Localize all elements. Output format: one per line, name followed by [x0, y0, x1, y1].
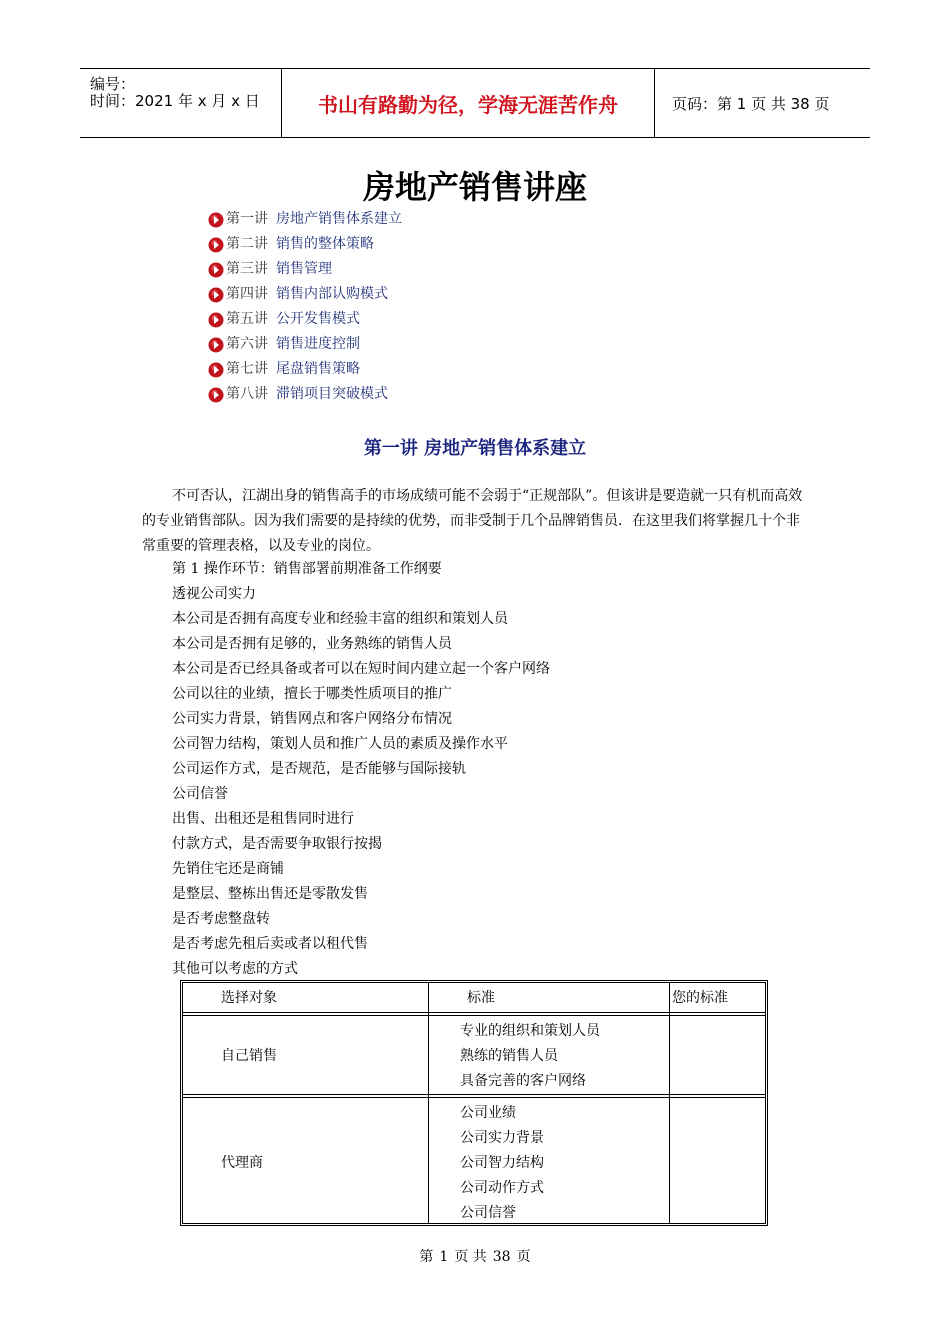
red-arrow-circle-icon [208, 212, 224, 228]
toc-item[interactable] [208, 207, 402, 232]
toc-item-topic[interactable]: 销售内部认购模式 [276, 286, 388, 302]
content-lines [172, 557, 550, 982]
footer-prefix: 第 [419, 1249, 434, 1265]
content-line: 公司实力背景，销售网点和客户网络分布情况 [172, 711, 452, 727]
table-standard-item: 专业的组织和策划人员 [460, 1023, 600, 1039]
toc-item-topic[interactable]: 销售管理 [276, 261, 332, 277]
toc-item-number: 第四讲 [226, 286, 268, 302]
header-page-info [664, 69, 870, 137]
toc-item-topic[interactable]: 滞销项目突破模式 [276, 386, 388, 402]
content-line: 公司信誉 [172, 786, 228, 802]
table-standard-item: 公司动作方式 [460, 1180, 544, 1196]
red-arrow-circle-icon [208, 262, 224, 278]
toc-item[interactable] [208, 332, 402, 357]
content-line: 本公司是否拥有足够的，业务熟练的销售人员 [172, 636, 452, 652]
table-row-standards [460, 1019, 600, 1094]
toc-item-topic[interactable]: 房地产销售体系建立 [276, 211, 402, 227]
table-divider [183, 1097, 765, 1098]
content-line: 出售、出租还是租售同时进行 [172, 811, 354, 827]
toc-item-number: 第五讲 [226, 311, 268, 327]
table-divider [428, 983, 429, 1223]
toc-item-number: 第七讲 [226, 361, 268, 377]
footer-total: 38 [492, 1249, 511, 1265]
red-arrow-circle-icon [208, 387, 224, 403]
content-line: 先销住宅还是商铺 [172, 861, 284, 877]
toc-item[interactable] [208, 307, 402, 332]
toc-item-number: 第八讲 [226, 386, 268, 402]
table-divider [669, 983, 670, 1223]
table-standard-item: 公司信誉 [460, 1205, 516, 1221]
content-line: 公司智力结构，策划人员和推广人员的素质及操作水平 [172, 736, 508, 752]
red-arrow-circle-icon [208, 362, 224, 378]
toc-item-topic[interactable]: 销售的整体策略 [276, 236, 374, 252]
table-row-object: 代理商 [221, 1155, 263, 1171]
document-title: 房地产销售讲座 [362, 168, 587, 206]
intro-paragraph: 不可否认，江湖出身的销售高手的市场成绩可能不会弱于“正规部队”。但该讲是要造就一只有机而高效的专业销售部队。因为我们需要的是持续的优势，而非受制于几个品牌销售员．在这里我们将掌握几十个非常重要的管理表格，以及专业的岗位。 [142, 488, 803, 554]
table-standard-item: 具备完善的客户网络 [460, 1073, 586, 1089]
page-header [80, 68, 870, 138]
content-line: 是整层、整栋出售还是零散发售 [172, 886, 368, 902]
table-divider [183, 1012, 765, 1013]
content-line: 其他可以考虑的方式 [172, 961, 298, 977]
content-line: 是否考虑整盘转 [172, 911, 270, 927]
content-line: 公司运作方式，是否规范，是否能够与国际接轨 [172, 761, 466, 777]
content-line: 付款方式，是否需要争取银行按揭 [172, 836, 382, 852]
table-divider [183, 1094, 765, 1095]
page-info-text: 页码：第 1 页 共 38 页 [672, 94, 830, 113]
table-of-contents [208, 207, 402, 407]
content-line: 公司以往的业绩，擅长于哪类性质项目的推广 [172, 686, 452, 702]
red-arrow-circle-icon [208, 237, 224, 253]
time-label: 时间：2021 年 x 月 x 日 [90, 92, 260, 110]
table-standard-item: 公司业绩 [460, 1105, 516, 1121]
toc-item-topic[interactable]: 销售进度控制 [276, 336, 360, 352]
table-header-standard: 标准 [467, 990, 495, 1006]
table-standard-item: 公司智力结构 [460, 1155, 544, 1171]
table-standard-item: 公司实力背景 [460, 1130, 544, 1146]
toc-item-topic[interactable]: 尾盘销售策略 [276, 361, 360, 377]
number-label: 编号： [90, 75, 136, 93]
footer-page: 1 [439, 1249, 449, 1265]
toc-item[interactable] [208, 232, 402, 257]
toc-item-number: 第二讲 [226, 236, 268, 252]
red-arrow-circle-icon [208, 312, 224, 328]
footer-mid: 页 共 [454, 1249, 487, 1265]
table-header-yours: 您的标准 [672, 990, 728, 1006]
toc-item-number: 第一讲 [226, 211, 268, 227]
table-header-object: 选择对象 [221, 990, 277, 1006]
toc-item[interactable] [208, 382, 402, 407]
header-meta [80, 69, 281, 137]
table-row-object: 自己销售 [221, 1048, 277, 1064]
table-divider [183, 1015, 765, 1016]
red-arrow-circle-icon [208, 287, 224, 303]
toc-item-number: 第六讲 [226, 336, 268, 352]
footer-suffix: 页 [516, 1249, 531, 1265]
toc-item-number: 第三讲 [226, 261, 268, 277]
content-line: 是否考虑先租后卖或者以租代售 [172, 936, 368, 952]
red-arrow-circle-icon [208, 337, 224, 353]
table-row-standards [460, 1101, 544, 1226]
header-motto: 书山有路勤为径，学海无涯苦作舟 [281, 69, 655, 137]
toc-item[interactable] [208, 357, 402, 382]
toc-item-topic[interactable]: 公开发售模式 [276, 311, 360, 327]
toc-item[interactable] [208, 257, 402, 282]
table-standard-item: 熟练的销售人员 [460, 1048, 558, 1064]
content-line: 本公司是否已经具备或者可以在短时间内建立起一个客户网络 [172, 661, 550, 677]
content-line: 本公司是否拥有高度专业和经验丰富的组织和策划人员 [172, 611, 508, 627]
toc-item[interactable] [208, 282, 402, 307]
content-line: 透视公司实力 [172, 586, 256, 602]
section-title: 第一讲 房地产销售体系建立 [363, 438, 587, 459]
page-footer [0, 1246, 950, 1266]
content-line: 第 1 操作环节：销售部署前期准备工作纲要 [172, 561, 442, 577]
selection-table [180, 980, 768, 1226]
